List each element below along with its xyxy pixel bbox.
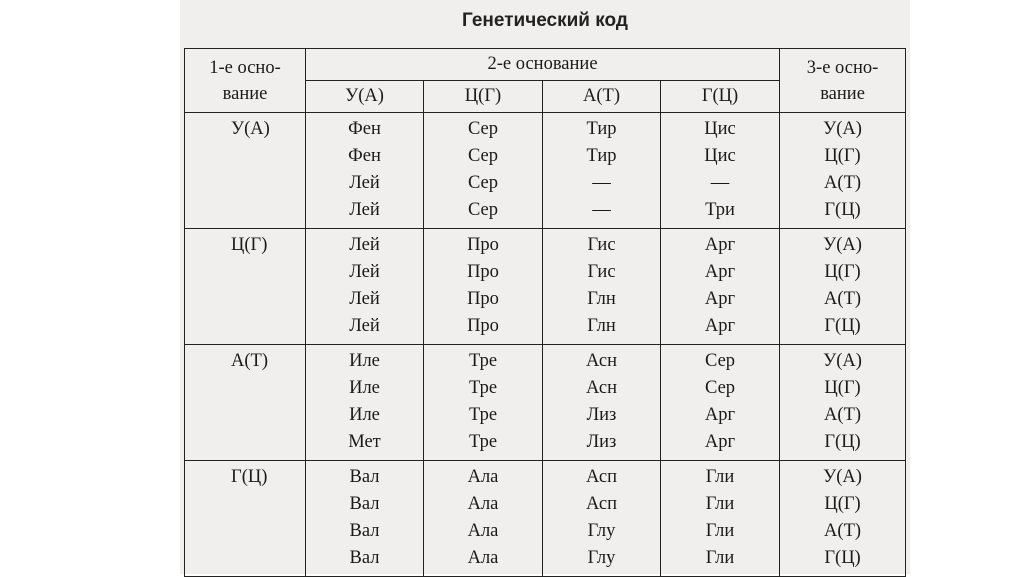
amino-cell: Гли Гли Гли Гли	[661, 461, 780, 577]
header-second-col-a: А(Т)	[543, 81, 661, 113]
amino-cell: Вал Вал Вал Вал	[306, 461, 424, 577]
third-base-cell: У(А) Ц(Г) А(Т) Г(Ц)	[780, 461, 906, 577]
header-second-col-u: У(А)	[306, 81, 424, 113]
table-row	[185, 229, 906, 345]
header-third-base-line1: 3-е осно-	[806, 58, 879, 78]
header-first-base-line1: 1-е осно-	[209, 58, 281, 78]
amino-cell: Асп Асп Глу Глу	[543, 461, 661, 577]
amino-cell: Гис Гис Глн Глн	[543, 229, 661, 345]
header-first-base	[185, 49, 306, 113]
amino-cell: Фен Фен Лей Лей	[306, 113, 424, 229]
genetic-code-table	[184, 48, 906, 577]
header-first-base-line2: вание	[222, 84, 268, 104]
first-base-cell: А(Т)	[185, 345, 306, 461]
amino-cell: Ала Ала Ала Ала	[424, 461, 543, 577]
first-base-cell: Ц(Г)	[185, 229, 306, 345]
amino-cell: Про Про Про Про	[424, 229, 543, 345]
page-title: Генетический код	[462, 10, 628, 31]
amino-cell: Сер Сер Сер Сер	[424, 113, 543, 229]
table-row	[185, 345, 906, 461]
first-base-cell: У(А)	[185, 113, 306, 229]
amino-cell: Тир Тир — —	[543, 113, 661, 229]
amino-cell: Арг Арг Арг Арг	[661, 229, 780, 345]
header-second-col-c: Ц(Г)	[424, 81, 543, 113]
header-second-col-g: Г(Ц)	[661, 81, 780, 113]
header-second-base: 2-е основание	[306, 49, 780, 81]
amino-cell: Асн Асн Лиз Лиз	[543, 345, 661, 461]
amino-cell: Тре Тре Тре Тре	[424, 345, 543, 461]
header-third-base-line2: вание	[820, 84, 865, 104]
third-base-cell: У(А) Ц(Г) А(Т) Г(Ц)	[780, 345, 906, 461]
table-row	[185, 461, 906, 577]
table-row	[185, 113, 906, 229]
amino-cell: Цис Цис — Три	[661, 113, 780, 229]
header-third-base	[780, 49, 906, 113]
amino-cell: Сер Сер Арг Арг	[661, 345, 780, 461]
third-base-cell: У(А) Ц(Г) А(Т) Г(Ц)	[780, 229, 906, 345]
third-base-cell: У(А) Ц(Г) А(Т) Г(Ц)	[780, 113, 906, 229]
amino-cell: Иле Иле Иле Мет	[306, 345, 424, 461]
first-base-cell: Г(Ц)	[185, 461, 306, 577]
amino-cell: Лей Лей Лей Лей	[306, 229, 424, 345]
